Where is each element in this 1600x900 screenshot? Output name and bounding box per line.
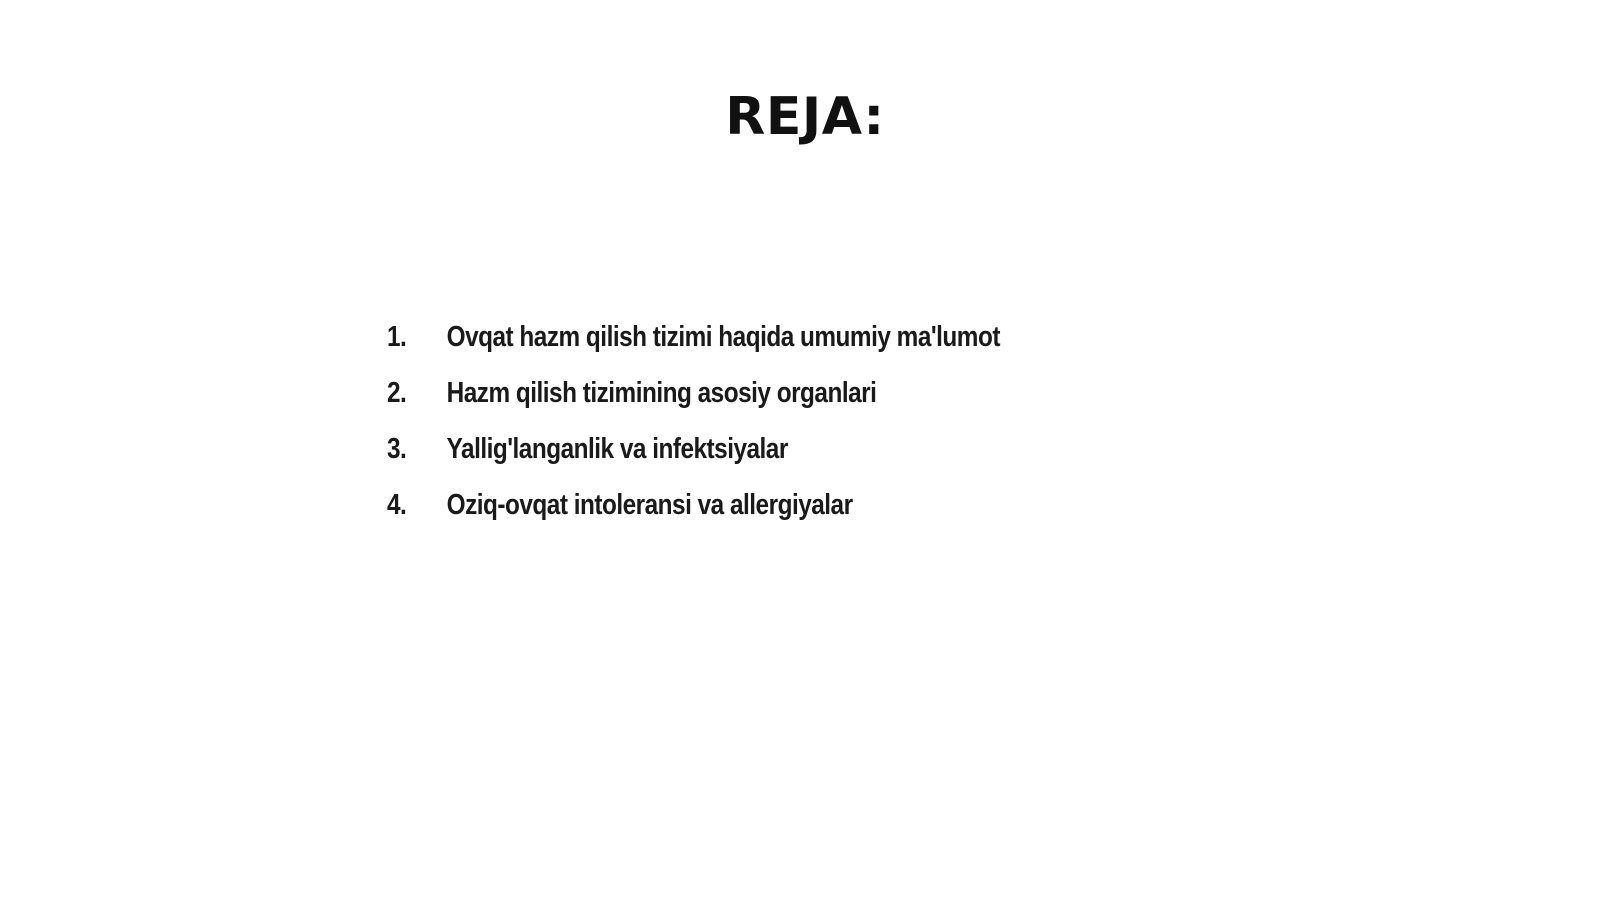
list-item — [387, 377, 1000, 433]
list-item-text: Yallig'langanlik va infektsiyalar — [446, 433, 788, 465]
plan-list — [387, 321, 1117, 545]
list-item — [387, 433, 1000, 489]
list-item-text: Hazm qilish tizimining asosiy organlari — [446, 377, 877, 409]
list-item — [387, 489, 1000, 545]
list-item — [387, 321, 1000, 377]
list-item-text: Ovqat hazm qilish tizimi haqida umumiy ma'lumot — [446, 321, 1000, 353]
slide-title: REJA: — [725, 87, 885, 147]
list-item-text: Oziq-ovqat intoleransi va allergiyalar — [446, 489, 853, 521]
list-item-number: 4. — [387, 489, 407, 521]
list-item-number: 3. — [387, 433, 407, 465]
list-item-number: 2. — [387, 377, 407, 409]
list-item-number: 1. — [387, 321, 407, 353]
